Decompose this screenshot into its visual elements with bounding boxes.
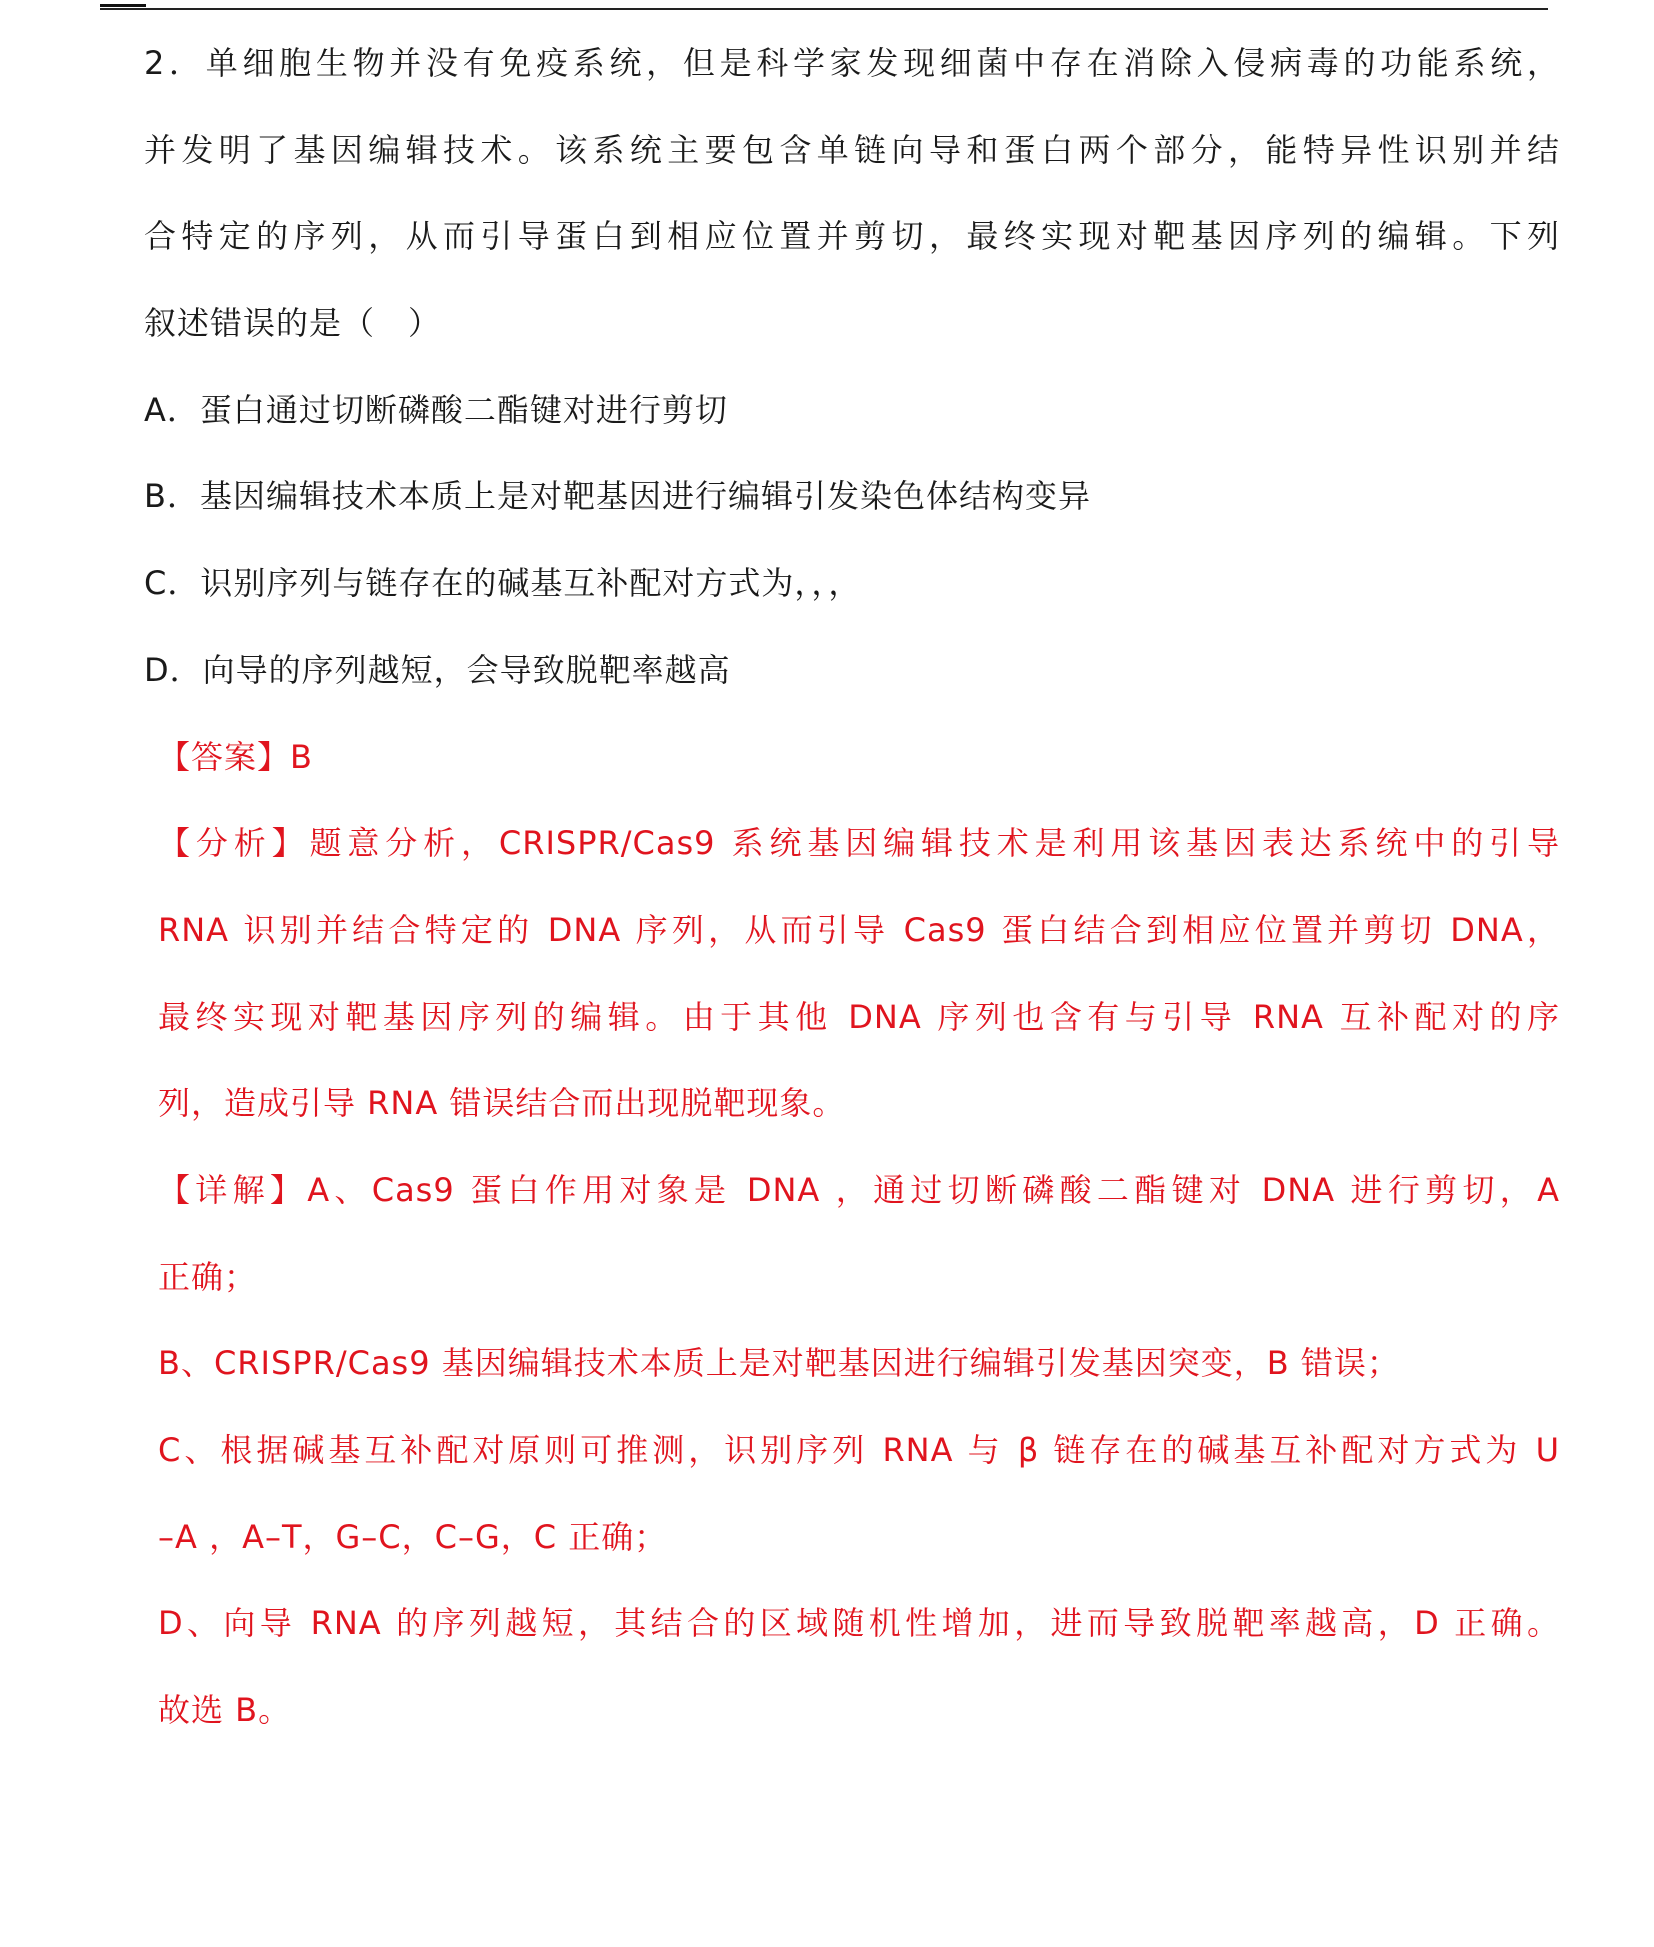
analysis-line: RNA 识别并结合特定的 DNA 序列，从而引导 Cas9 蛋白结合到相应位置并剪切 DNA， [158,910,1560,949]
detail-line: C、根据碱基互补配对原则可推测，识别序列 RNA 与 β 链存在的碱基互补配对方式为 U [158,1431,1560,1469]
stem-line: 合特定的序列，从而引导蛋白到相应位置并剪切，最终实现对靶基因序列的编辑。下列 [144,217,1560,256]
option-c: C．识别序列与链存在的碱基互补配对方式为，，， [144,564,862,603]
stem-line: 2．单细胞生物并没有免疫系统，但是科学家发现细菌中存在消除入侵病毒的功能系统， [144,44,1560,82]
header-rule [100,8,1548,10]
detail-line: B、CRISPR/Cas9 基因编辑技术本质上是对靶基因进行编辑引发基因突变，B 错误； [158,1344,1400,1383]
detail-line: 正确； [158,1257,258,1296]
analysis-line: 【分析】题意分析，CRISPR/Cas9 系统基因编辑技术是利用该基因表达系统中的引导 [158,824,1560,863]
conclusion-line: 故选 B。 [158,1691,292,1730]
option-d: D．向导的序列越短，会导致脱靶率越高 [144,650,731,689]
answer-line: 【答案】B [158,737,313,776]
question-options [144,367,1560,714]
solution [144,714,1560,1754]
detail-line: D、向导 RNA 的序列越短，其结合的区域随机性增加，进而导致脱靶率越高，D 正确。 [158,1604,1560,1643]
question-stem [144,20,1560,367]
stem-line: 并发明了基因编辑技术。该系统主要包含单链向导和蛋白两个部分，能特异性识别并结 [144,130,1560,169]
option-b: B．基因编辑技术本质上是对靶基因进行编辑引发染色体结构变异 [144,477,1091,516]
document-body [144,20,1560,1754]
analysis-line: 最终实现对靶基因序列的编辑。由于其他 DNA 序列也含有与引导 RNA 互补配对的序 [158,997,1560,1036]
header-rule-tick [100,4,146,7]
stem-line: 叙述错误的是（ ） [144,304,442,343]
analysis-line: 列，造成引导 RNA 错误结合而出现脱靶现象。 [158,1084,846,1123]
detail-line: 【详解】A、Cas9 蛋白作用对象是 DNA ，通过切断磷酸二酯键对 DNA 进行剪切，A [158,1170,1560,1209]
option-a: A．蛋白通过切断磷酸二酯键对进行剪切 [144,390,728,429]
detail-line: –A ，A–T，G–C，C–G，C 正确； [158,1517,668,1556]
